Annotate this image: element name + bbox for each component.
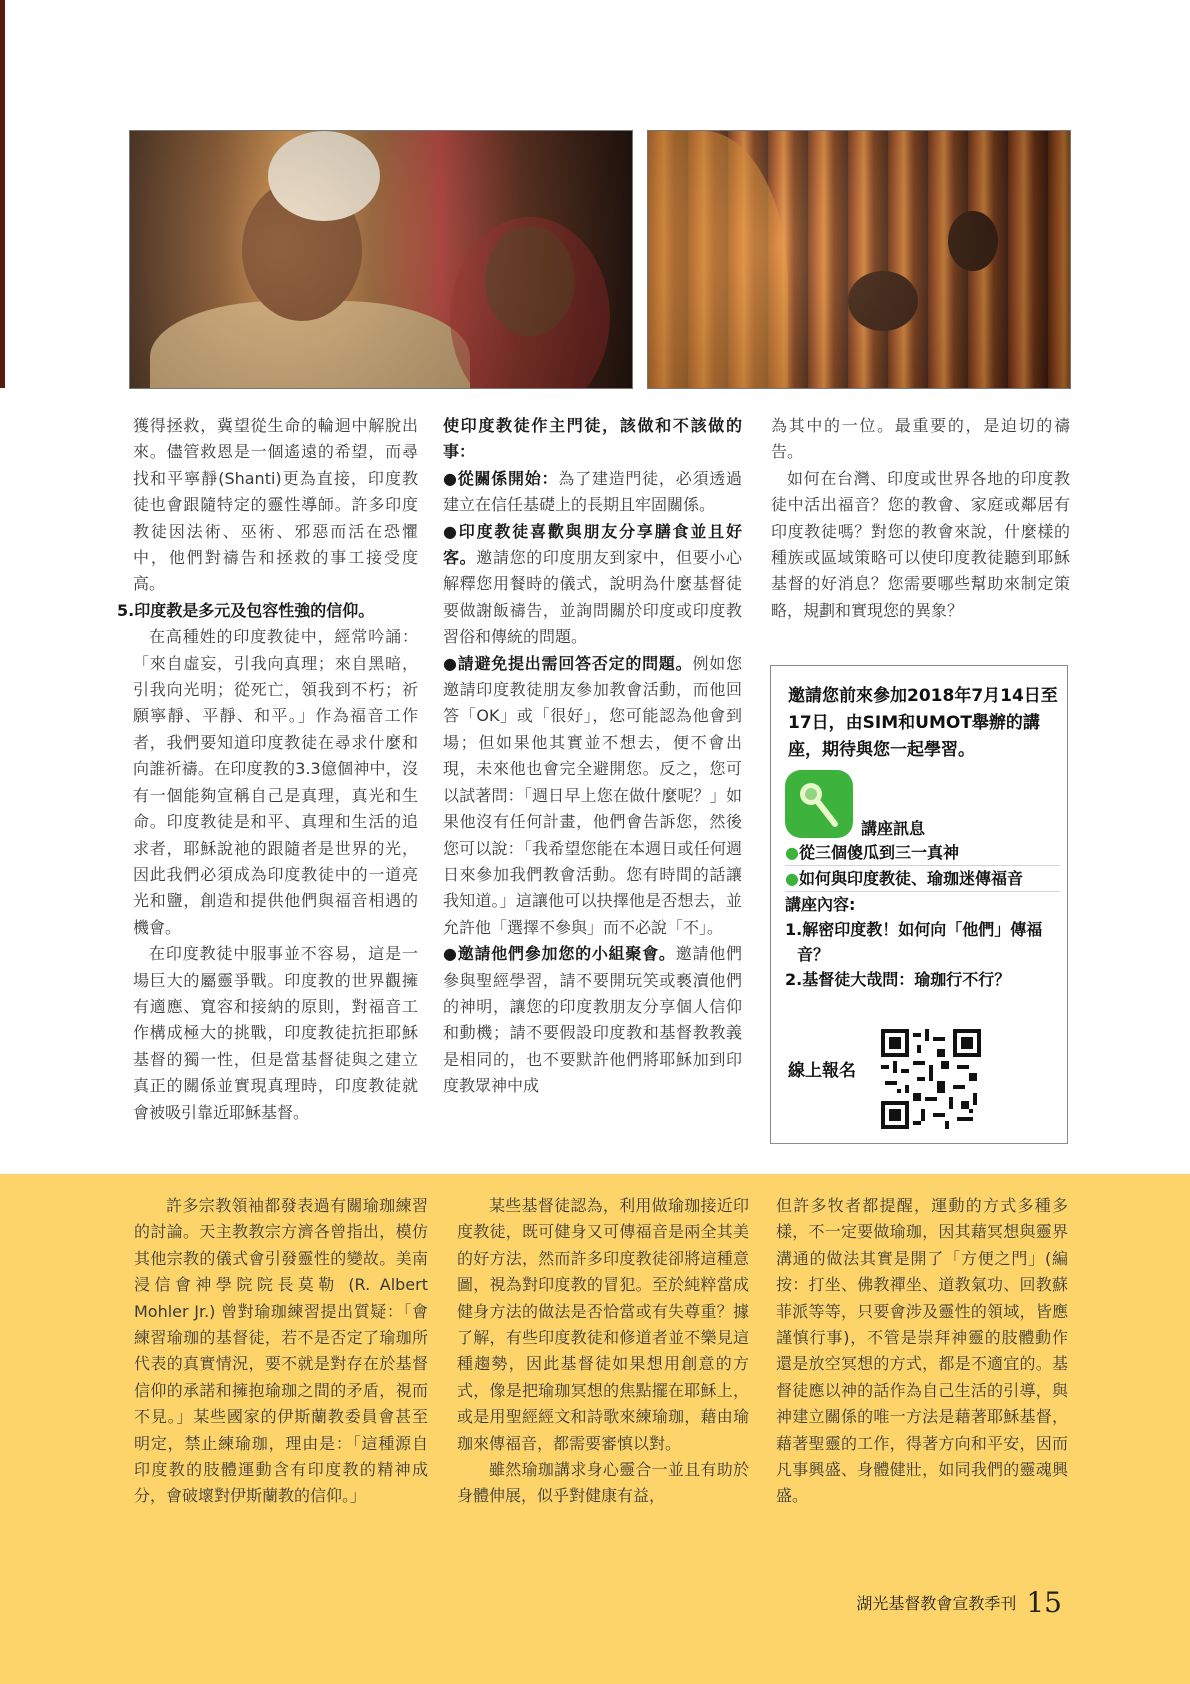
section-heading-5: 5.印度教是多元及包容性強的信仰。 bbox=[117, 600, 375, 620]
paragraph: 如何在台灣、印度或世界各地的印度教徒中活出福音？您的教會、家庭或鄰居有印度教徒嗎？對您的教會來說，什麼樣的種族或區域策略可以使印度教徒聽到耶穌基督的好消息？您需要哪些幫助來制定策略，規劃和實現您的異象？ bbox=[771, 468, 1070, 620]
bullet-hospitality: ●印度教徒喜歡與朋友分享膳食並且好客。邀請您的印度朋友到家中，但要小心解釋您用餐時的儀式，說明為什麼基督徒要做謝飯禱告，並詢問關於印度或印度教習俗和傳統的問題。 bbox=[443, 521, 742, 647]
page-number: 15 bbox=[1026, 1586, 1062, 1619]
paragraph: 獲得拯救，冀望從生命的輪迴中解脫出來。儘管救恩是一個遙遠的希望，而尋找和平寧靜(Shanti)更為直接，印度教徒也會跟隨特定的靈性導師。許多印度教徒因法術、巫術、邪惡而活在恐懼中，他們對禱告和拯救的事工接受度高。 bbox=[133, 416, 418, 594]
event-item: ●從三個傻瓜到三一真神 bbox=[785, 840, 1060, 866]
event-item: ●如何與印度教徒、瑜珈迷傳福音 bbox=[785, 866, 1060, 892]
page-footer bbox=[856, 1586, 1062, 1619]
event-details-list bbox=[785, 840, 1060, 992]
event-invitation: 邀請您前來參加2018年7月14日至17日，由SIM和UMOT舉辦的講座，期待與您一起學習。 bbox=[788, 686, 1058, 760]
yoga-column-3 bbox=[776, 1193, 1068, 1510]
photo-hands-on-gate bbox=[647, 130, 1071, 389]
bullet-questions: ●請避免提出需回答否定的問題。例如您邀請印度教徒朋友參加教會活動，而他回答「OK」或「很好」，您可能認為他會到場；但如果他其實並不想去，便不會出現，未來他也會完全避開您。反之，您可以試著問：「週日早上您在做什麼呢？」如果他沒有任何計畫，他們會告訴您，然後您可以說：「我希望您能在本週日或任何週日來參加我們教會活動。您有時間的話讓我知道。」這讓他可以抉擇他是否想去，並允許他「選擇不參與」而不必說「不」。 bbox=[443, 653, 742, 937]
content-label: 講座內容: bbox=[785, 895, 856, 914]
paragraph: 某些基督徒認為，利用做瑜珈接近印度教徒，既可健身又可傳福音是兩全其美的好方法，然而許多印度教徒卻將這種意圖，視為對印度教的冒犯。至於純粹當成健身方法的做法是否恰當或有失尊重？據了解，有些印度教徒和修道者並不樂見這種趨勢，因此基督徒如果想用創意的方式，像是把瑜珈冥想的焦點擺在耶穌上，或是用聖經經文和詩歌來練瑜珈，藉由瑜珈來傳福音，都需要審慎以對。 bbox=[457, 1196, 749, 1453]
article-column-2 bbox=[443, 413, 742, 1100]
paragraph: 但許多牧者都提醒，運動的方式多種多樣，不一定要做瑜珈，因其藉冥想與靈界溝通的做法其實是開了「方便之門」(編按：打坐、佛教禪坐、道教氣功、回教蘇菲派等等，只要會涉及靈性的領域，皆應謹慎行事)，不管是崇拜神靈的肢體動作還是放空冥想的方式，都是不適宜的。基督徒應以神的話作為自己生活的引導，與神建立關係的唯一方法是藉著耶穌基督，藉著聖靈的工作，得著方向和平安，因而凡事興盛、身體健壯，如同我們的靈魂興盛。 bbox=[776, 1196, 1068, 1506]
publication-name: 湖光基督教會宣教季刊 bbox=[856, 1594, 1017, 1613]
paragraph: 許多宗教領袖都發表過有關瑜珈練習的討論。天主教教宗方濟各曾指出，模仿其他宗教的儀式會引發靈性的變故。美南浸信會神學院院長莫勒 (R. Albert Mohler Jr.) 曾對瑜珈練習提出質疑：「會練習瑜珈的基督徒，若不是否定了瑜珈所代表的真實情況，要不就是對存在於基督信仰的承諾和擁抱瑜珈之間的矛盾，視而不見。」某些國家的伊斯蘭教委員會甚至明定，禁止練瑜珈，理由是：「這種源自印度教的肢體運動含有印度教的精神成分，會破壞對伊斯蘭教的信仰。」 bbox=[134, 1196, 428, 1506]
paragraph: 為其中的一位。最重要的，是迫切的禱告。 bbox=[771, 416, 1070, 462]
article-column-1 bbox=[117, 413, 418, 1126]
content-item-2: 2.基督徒大哉問：瑜珈行不行？ bbox=[785, 970, 1011, 989]
paragraph: 在高種姓的印度教徒中，經常吟誦：「來自虛妄，引我向真理；來自黑暗，引我向光明；從死亡，領我到不朽；祈願寧靜、平靜、和平。」作為福音工作者，我們要知道印度教徒在尋求什麼和向誰祈禱。在印度教的3.3億個神中，沒有一個能夠宣稱自己是真理，真光和生命。印度教徒是和平、真理和生活的追求者，耶穌說祂的跟隨者是世界的光，因此我們必須成為印度教徒中的一道亮光和鹽，創造和提供他們與福音相遇的機會。 bbox=[133, 627, 418, 937]
event-info-title: 講座訊息 bbox=[861, 819, 926, 838]
page-edge-bar bbox=[0, 0, 5, 388]
microphone-icon bbox=[785, 770, 853, 838]
paragraph: 雖然瑜珈講求身心靈合一並且有助於身體伸展，似乎對健康有益， bbox=[457, 1460, 749, 1506]
register-label: 線上報名 bbox=[788, 1061, 856, 1081]
article-column-3 bbox=[771, 413, 1070, 624]
photo-indian-people bbox=[129, 130, 633, 389]
qr-code[interactable] bbox=[881, 1029, 981, 1129]
yoga-column-1 bbox=[134, 1193, 428, 1510]
paragraph: 在印度教徒中服事並不容易，這是一場巨大的屬靈爭戰。印度教的世界觀擁有適應、寬容和接納的原則，對福音工作構成極大的挑戰，印度教徒抗拒耶穌基督的獨一性，但是當基督徒與之建立真正的關係並實現真理時，印度教徒就會被吸引靠近耶穌基督。 bbox=[133, 944, 418, 1122]
yoga-column-2 bbox=[457, 1193, 749, 1510]
bullet-relationship: ●從關係開始：為了建造門徒，必須透過建立在信任基礎上的長期且牢固關係。 bbox=[443, 468, 742, 515]
content-item-1: 1.解密印度教！如何向「他們」傳福音？ bbox=[785, 920, 1043, 964]
bullet-small-group: ●邀請他們參加您的小組聚會。邀請他們參與聖經學習，請不要開玩笑或褻瀆他們的神明，讓您的印度教朋友分享個人信仰和動機；請不要假設印度教和基督教教義是相同的，也不要默許他們將耶穌加到印度教眾神中成 bbox=[443, 944, 742, 1096]
section-heading-discipleship: 使印度教徒作主門徒，該做和不該做的事： bbox=[443, 416, 742, 462]
event-info-box bbox=[770, 665, 1068, 1144]
